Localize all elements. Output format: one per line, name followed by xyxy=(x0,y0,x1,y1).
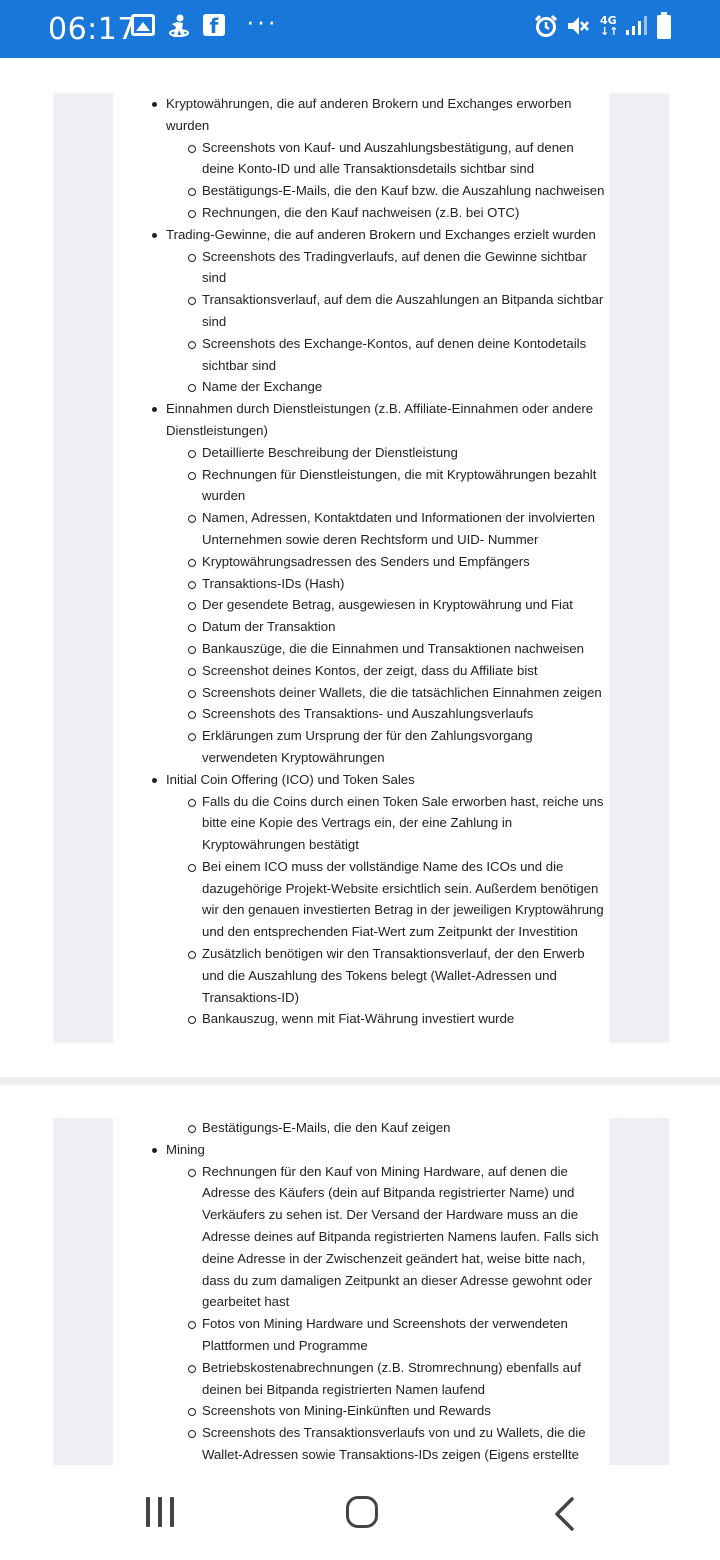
sub-list-item: Betriebskostenabrechnungen (z.B. Stromrechnung) ebenfalls auf deinen bei Bitpanda registrierten Namen laufend xyxy=(166,1357,609,1401)
right-margin-panel xyxy=(609,1118,669,1465)
list-item: Mining Rechnungen für den Kauf von Mining Hardware, auf denen die Adresse des Käufers (dein auf Bitpanda registrierter Name) und Verkäufers zu sehen ist. Der Versand der Hardware muss an die Adresse deines auf Bitpanda registrierten Namens laufen. Falls sich deine Adresse in der Zwischenzeit geändert hat, weise bitte nach, dass du zum damaligen Zeitpunkt an dieser Adresse gewohnt oder gearbeitet hast Fotos von Mining Hardware und Screenshots der verwendeten Plattformen und Programme Betriebskostenabrechnungen (z.B. Stromrechnung) ebenfalls auf deinen bei Bitpanda registrierten Namen laufend Screenshots von Mining-Einkünften und Rewards Screenshots des Transaktionsverlaufs von und zu Wallets, die die Wallet-Adressen sowie Transaktions-IDs zeigen (Eigens erstellte xyxy=(112,1139,609,1465)
recent-apps-icon xyxy=(146,1497,150,1527)
sub-list-item: Name der Exchange xyxy=(166,376,609,398)
sub-list-item: Screenshots des Transaktions- und Auszahlungsverlaufs xyxy=(166,703,609,725)
sub-list-item: Screenshots des Tradingverlaufs, auf denen die Gewinne sichtbar sind xyxy=(166,246,609,290)
bullet-list xyxy=(112,1139,609,1465)
recent-apps-button[interactable] xyxy=(146,1497,176,1527)
sub-list xyxy=(166,246,609,399)
clock: 06:17 xyxy=(48,12,137,47)
list-item: Einnahmen durch Dienstleistungen (z.B. Affiliate-Einnahmen oder andere Dienstleistungen) Detaillierte Beschreibung der Dienstleistung Rechnungen für Dienstleistungen, die mit Kryptowährungen bezahlt wurden Namen, Adressen, Kontaktdaten und Informationen der involvierten Unternehmen sowie deren Rechtsform und UID- Nummer Kryptowährungsadressen des Senders und Empfängers Transaktions-IDs (Hash) Der gesendete Betrag, ausgewiesen in Kryptowährung und Fiat Datum der Transaktion Bankauszüge, die die Einnahmen und Transaktionen nachweisen Screenshot deines Kontos, der zeigt, dass du Affiliate bist Screenshots deiner Wallets, die die tatsächlichen Einnahmen zeigen Screenshots des Transaktions- und Auszahlungsverlaufs Erklärungen zum Ursprung der für den Zahlungsvorgang verwendeten Kryptowährungen xyxy=(112,398,609,769)
sub-list xyxy=(166,1161,609,1465)
document-page-1 xyxy=(0,58,720,1077)
sub-list-item: Namen, Adressen, Kontaktdaten und Informationen der involvierten Unternehmen sowie deren Rechtsform und UID- Nummer xyxy=(166,507,609,551)
page-separator xyxy=(0,1077,720,1085)
sub-list-item: Bankauszüge, die die Einnahmen und Transaktionen nachweisen xyxy=(166,638,609,660)
back-icon xyxy=(552,1497,576,1531)
sub-list-item: Screenshots des Exchange-Kontos, auf denen deine Kontodetails sichtbar sind xyxy=(166,333,609,377)
gallery-icon xyxy=(131,14,155,36)
sub-list-item: Screenshots des Transaktionsverlaufs von und zu Wallets, die die Wallet-Adressen sowie Transaktions-IDs zeigen (Eigens erstellte xyxy=(166,1422,609,1465)
sub-list-item: Datum der Transaktion xyxy=(166,616,609,638)
sub-list-item: Transaktions-IDs (Hash) xyxy=(166,573,609,595)
navigation-bar xyxy=(0,1465,720,1560)
sub-list-item: Screenshots deiner Wallets, die die tatsächlichen Einnahmen zeigen xyxy=(166,682,609,704)
sub-list-item: Falls du die Coins durch einen Token Sale erworben hast, reiche uns bitte eine Kopie des Vertrags ein, der eine Zahlung in Kryptowährungen bestätigt xyxy=(166,791,609,856)
alarm-icon xyxy=(534,14,558,38)
sub-list-item: Bestätigungs-E-Mails, die den Kauf bzw. die Auszahlung nachweisen xyxy=(166,180,609,202)
sub-list xyxy=(166,442,609,769)
list-item: Kryptowährungen, die auf anderen Brokern und Exchanges erworben wurden Screenshots von Kauf- und Auszahlungsbestätigung, auf denen deine Konto-ID und alle Transaktionsdetails sichtbar sind Bestätigungs-E-Mails, die den Kauf bzw. die Auszahlung nachweisen Rechnungen, die den Kauf nachweisen (z.B. bei OTC) xyxy=(112,93,609,224)
signal-icon xyxy=(625,14,647,36)
sub-list-item: Screenshots von Kauf- und Auszahlungsbestätigung, auf denen deine Konto-ID und alle Transaktionsdetails sichtbar sind xyxy=(166,137,609,181)
sub-list-item: Kryptowährungsadressen des Senders und Empfängers xyxy=(166,551,609,573)
battery-icon xyxy=(657,15,671,39)
sub-list-item: Erklärungen zum Ursprung der für den Zahlungsvorgang verwendeten Kryptowährungen xyxy=(166,725,609,769)
bullet-list xyxy=(112,93,609,1030)
network-4g-icon: 4G ↓↑ xyxy=(600,14,619,38)
more-icon: ··· xyxy=(246,6,278,36)
sub-list-item: Rechnungen für Dienstleistungen, die mit Kryptowährungen bezahlt wurden xyxy=(166,464,609,508)
document-content xyxy=(112,1117,609,1465)
list-item: Initial Coin Offering (ICO) und Token Sales Falls du die Coins durch einen Token Sale erworben hast, reiche uns bitte eine Kopie des Vertrags ein, der eine Zahlung in Kryptowährungen bestätigt Bei einem ICO muss der vollständige Name des ICOs und die dazugehörige Projekt-Website ersichtlich sein. Außerdem benötigen wir den genauen investierten Betrag in der jeweiligen Kryptowährung und den entsprechenden Fiat-Wert zum Zeitpunkt der Investition Zusätzlich benötigen wir den Transaktionsverlauf, der den Erwerb und die Auszahlung des Tokens belegt (Wallet-Adressen und Transaktions-ID) Bankauszug, wenn mit Fiat-Währung investiert wurde xyxy=(112,769,609,1031)
document-page-2 xyxy=(0,1085,720,1465)
status-bar xyxy=(0,0,720,58)
sub-list-item: Rechnungen, die den Kauf nachweisen (z.B. bei OTC) xyxy=(166,202,609,224)
sub-list xyxy=(166,137,609,224)
facebook-icon: f xyxy=(203,14,225,36)
sub-list-item: Bestätigungs-E-Mails, die den Kauf zeigen xyxy=(112,1117,609,1139)
sub-list xyxy=(166,791,609,1031)
sub-list-item: Detaillierte Beschreibung der Dienstleistung xyxy=(166,442,609,464)
sub-list-item: Bankauszug, wenn mit Fiat-Währung investiert wurde xyxy=(166,1008,609,1030)
back-button[interactable] xyxy=(552,1497,576,1531)
sub-list-item: Rechnungen für den Kauf von Mining Hardware, auf denen die Adresse des Käufers (dein auf Bitpanda registrierter Name) und Verkäufers zu sehen ist. Der Versand der Hardware muss an die Adresse deines auf Bitpanda registrierten Namens laufen. Falls sich deine Adresse in der Zwischenzeit geändert hat, weise bitte nach, dass du zum damaligen Zeitpunkt an dieser Adresse gewohnt oder gearbeitet hast xyxy=(166,1161,609,1314)
sub-list-item: Bei einem ICO muss der vollständige Name des ICOs und die dazugehörige Projekt-Website ersichtlich sein. Außerdem benötigen wir den genauen investierten Betrag in der jeweiligen Kryptowährung und den entsprechenden Fiat-Wert zum Zeitpunkt der Investition xyxy=(166,856,609,943)
person-icon xyxy=(168,14,190,38)
sub-list xyxy=(112,1117,609,1139)
sub-list-item: Transaktionsverlauf, auf dem die Auszahlungen an Bitpanda sichtbar sind xyxy=(166,289,609,333)
right-margin-panel xyxy=(609,93,669,1043)
sub-list-item: Zusätzlich benötigen wir den Transaktionsverlauf, der den Erwerb und die Auszahlung des Tokens belegt (Wallet-Adressen und Transaktions-ID) xyxy=(166,943,609,1008)
sub-list-item: Fotos von Mining Hardware und Screenshots der verwendeten Plattformen und Programme xyxy=(166,1313,609,1357)
sub-list-item: Screenshot deines Kontos, der zeigt, dass du Affiliate bist xyxy=(166,660,609,682)
sub-list-item: Screenshots von Mining-Einkünften und Rewards xyxy=(166,1400,609,1422)
document-content xyxy=(112,93,609,1030)
mute-icon xyxy=(566,14,590,38)
left-margin-panel xyxy=(53,93,113,1043)
home-button[interactable] xyxy=(346,1496,378,1528)
left-margin-panel xyxy=(53,1118,113,1465)
sub-list-item: Der gesendete Betrag, ausgewiesen in Kryptowährung und Fiat xyxy=(166,594,609,616)
list-item: Trading-Gewinne, die auf anderen Brokern und Exchanges erzielt wurden Screenshots des Tradingverlaufs, auf denen die Gewinne sichtbar sind Transaktionsverlauf, auf dem die Auszahlungen an Bitpanda sichtbar sind Screenshots des Exchange-Kontos, auf denen deine Kontodetails sichtbar sind Name der Exchange xyxy=(112,224,609,398)
